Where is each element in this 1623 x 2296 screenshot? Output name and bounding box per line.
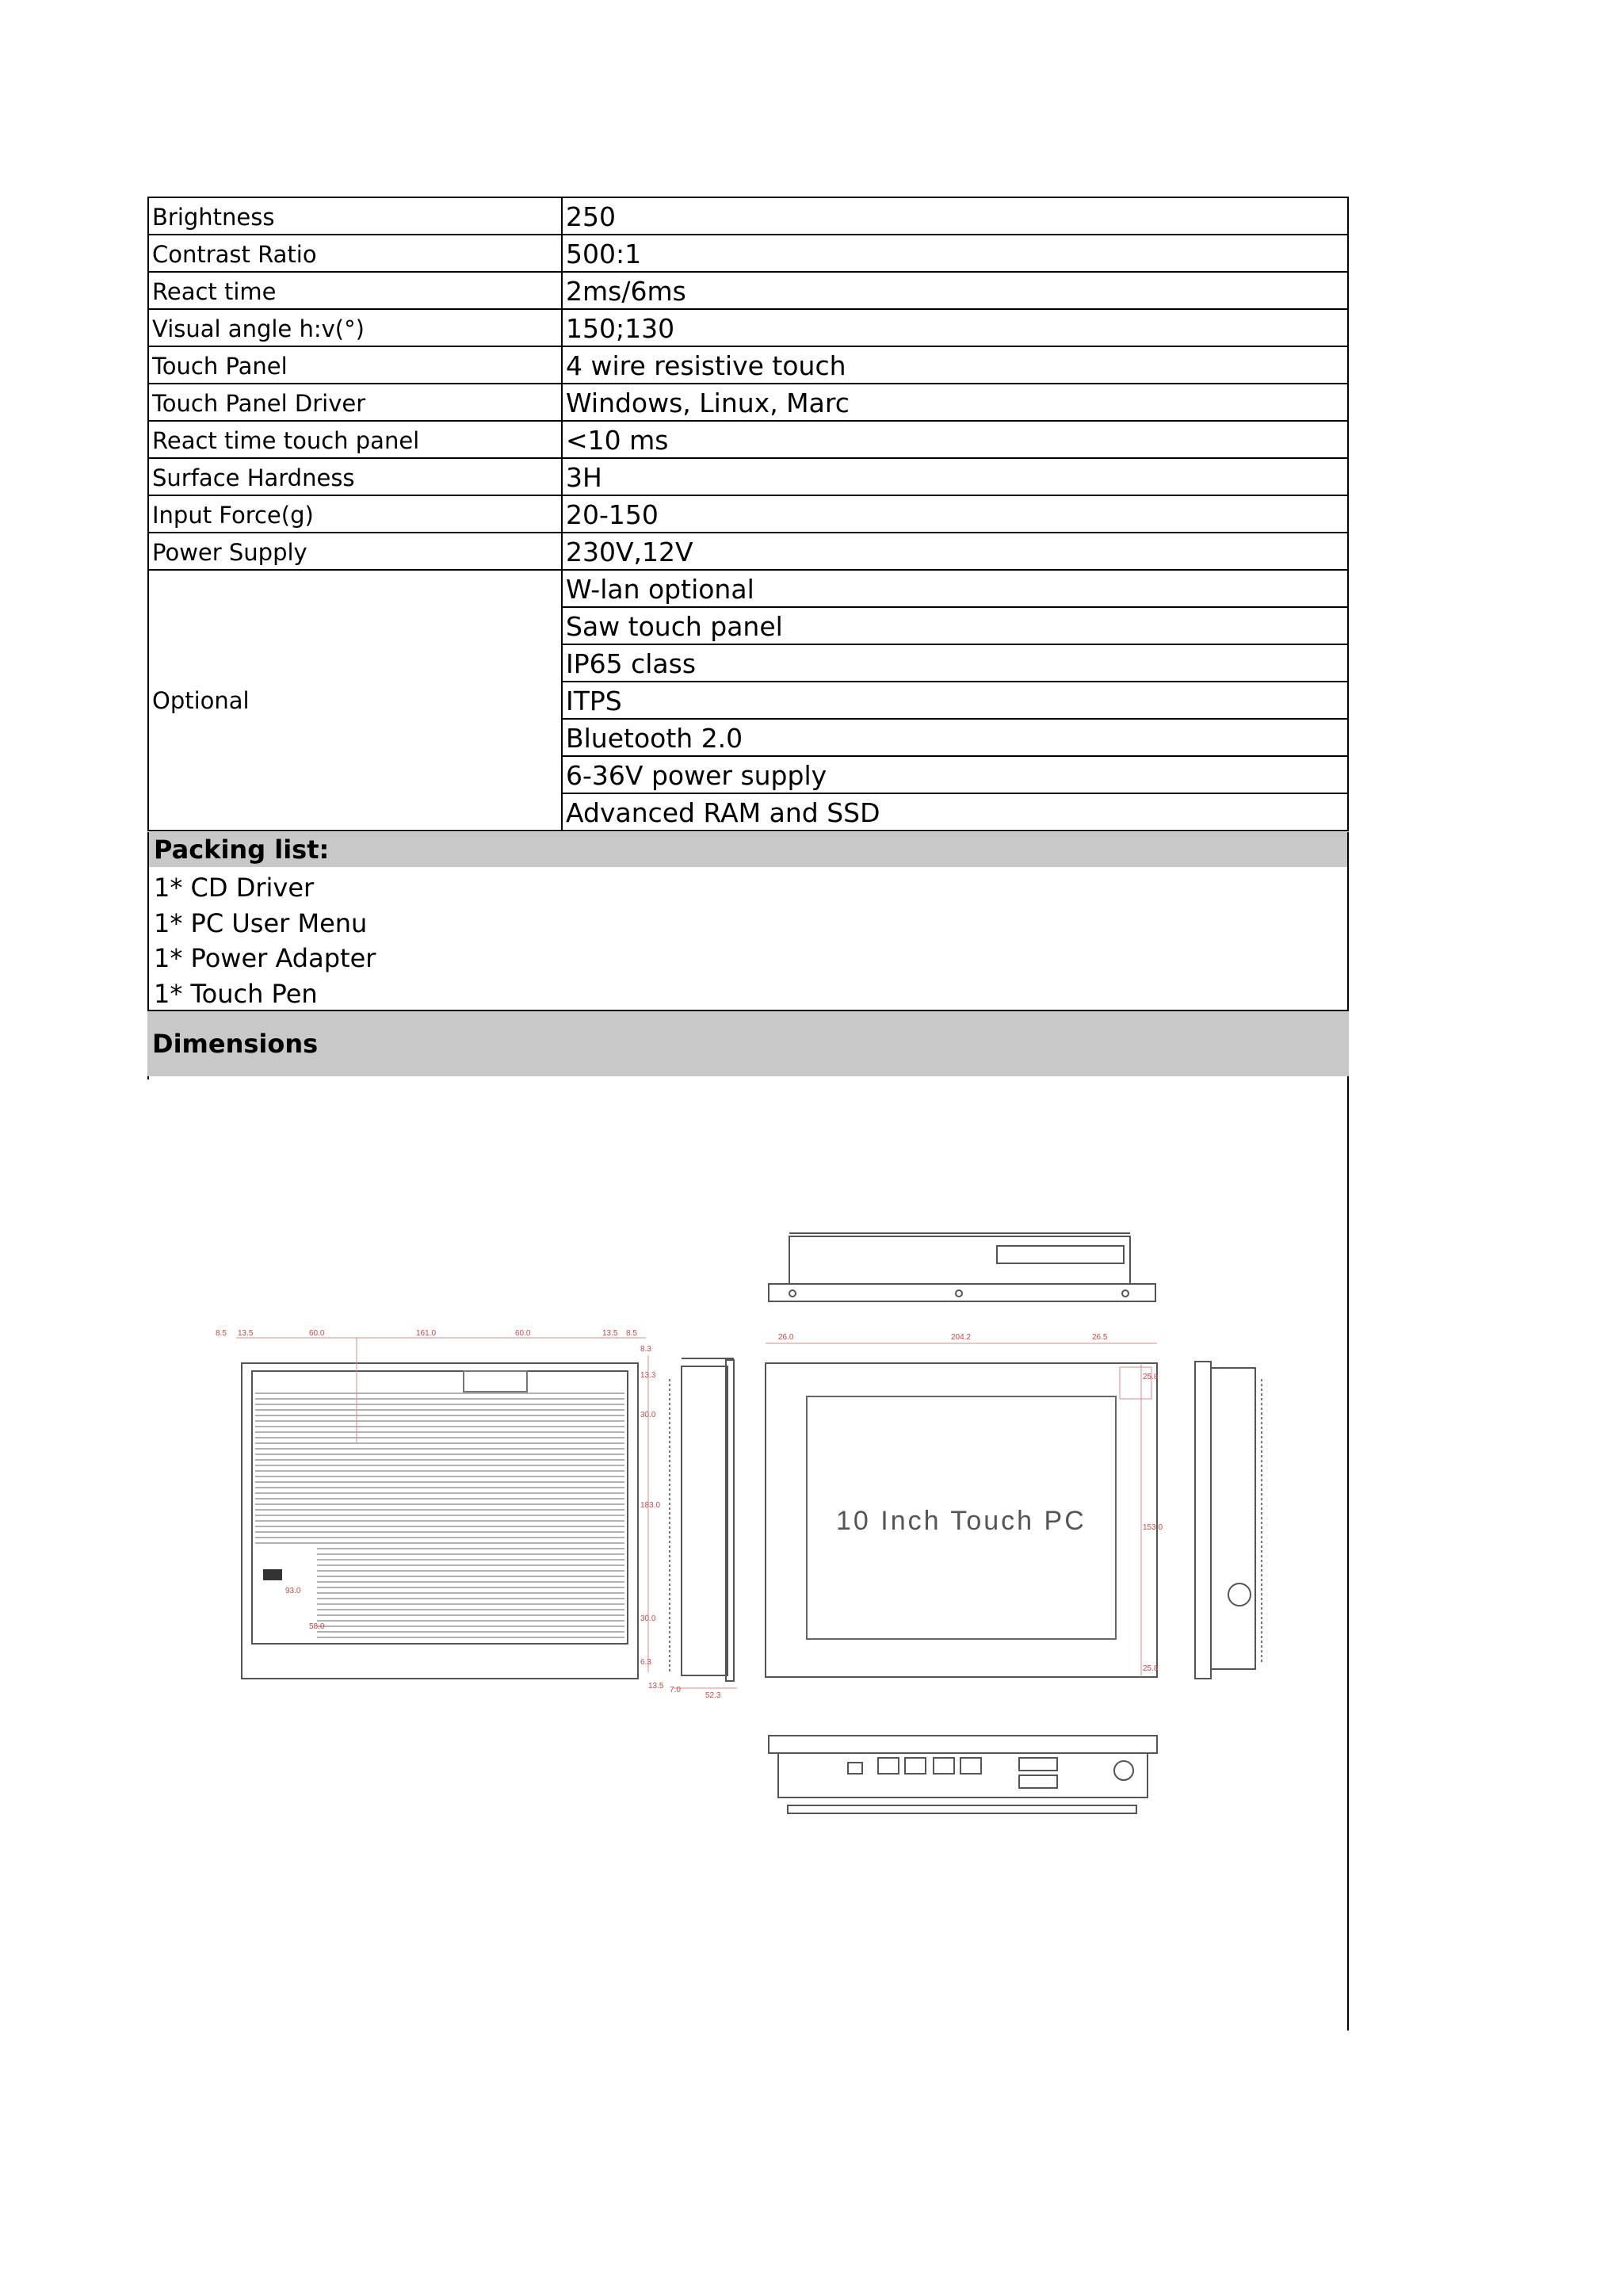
spec-value: 250 (562, 197, 1348, 235)
spec-label: Contrast Ratio (148, 235, 562, 272)
spec-value: <10 ms (562, 421, 1348, 458)
optional-item: Advanced RAM and SSD (562, 793, 1348, 831)
dimension-label: 52.3 (705, 1691, 721, 1700)
side-view-left (670, 1358, 737, 1688)
dimension-label: 25.8 (1143, 1373, 1159, 1381)
dimension-label: 204.2 (951, 1333, 972, 1342)
spec-table (147, 197, 1349, 831)
spec-label: React time (148, 272, 562, 309)
dimension-label: 8.3 (640, 1345, 651, 1354)
dimension-label: 13.5 (648, 1682, 664, 1690)
spec-label: Visual angle h:v(°) (148, 309, 562, 346)
dimension-label: 26.5 (1092, 1333, 1108, 1342)
spec-label: Brightness (148, 197, 562, 235)
packing-list-item: 1* Power Adapter (154, 943, 376, 973)
packing-list-item: 1* PC User Menu (154, 907, 368, 938)
spec-value: Windows, Linux, Marc (562, 384, 1348, 421)
spec-value: 150;130 (562, 309, 1348, 346)
table-right-border (1347, 1076, 1349, 2030)
bottom-view (769, 1736, 1157, 1813)
dimension-label: 183.0 (640, 1501, 661, 1510)
optional-item: IP65 class (562, 644, 1348, 682)
dimension-label: 161.0 (416, 1329, 437, 1338)
dimension-label: 60.0 (515, 1329, 531, 1338)
spec-row (148, 309, 1348, 346)
packing-list-item: 1* CD Driver (154, 873, 315, 903)
dimension-label: 26.0 (778, 1333, 794, 1342)
dimension-label: 153.0 (1143, 1523, 1163, 1532)
drawing-title: 10 Inch Touch PC (836, 1506, 1086, 1536)
dimension-label: 6.3 (640, 1658, 651, 1667)
dimension-drawing (214, 1221, 1308, 1839)
dimension-label: 13.5 (602, 1329, 618, 1338)
spec-label: Input Force(g) (148, 495, 562, 533)
spec-label: React time touch panel (148, 421, 562, 458)
packing-list-item: 1* Touch Pen (154, 978, 318, 1009)
optional-item: Bluetooth 2.0 (562, 719, 1348, 756)
dimension-label: 13.3 (640, 1371, 656, 1380)
spec-row (148, 384, 1348, 421)
optional-item: Saw touch panel (562, 607, 1348, 644)
spec-row (148, 495, 1348, 533)
spec-label: Surface Hardness (148, 458, 562, 495)
packing-list (149, 867, 1347, 1011)
packing-list-header: Packing list: (149, 832, 1347, 867)
spec-row (148, 272, 1348, 309)
spec-value: 3H (562, 458, 1348, 495)
spec-row (148, 197, 1348, 235)
spec-value: 500:1 (562, 235, 1348, 272)
top-view (769, 1233, 1155, 1301)
optional-item: W-lan optional (562, 570, 1348, 607)
front-view (766, 1343, 1157, 1677)
optional-label: Optional (148, 570, 562, 831)
spec-row (148, 458, 1348, 495)
spec-row (148, 421, 1348, 458)
spec-label: Touch Panel Driver (148, 384, 562, 421)
dimension-label: 25.8 (1143, 1664, 1159, 1673)
spec-value: 4 wire resistive touch (562, 346, 1348, 384)
spec-label: Touch Panel (148, 346, 562, 384)
dimension-label: 13.5 (238, 1329, 254, 1338)
table-left-border (147, 1076, 149, 1079)
dimension-label: 60.0 (309, 1329, 325, 1338)
spec-label: Power Supply (148, 533, 562, 570)
dimension-label: 8.5 (216, 1329, 227, 1338)
spec-value: 20-150 (562, 495, 1348, 533)
dimension-label: 30.0 (640, 1411, 656, 1419)
spec-row (148, 235, 1348, 272)
spec-value: 2ms/6ms (562, 272, 1348, 309)
optional-item: 6-36V power supply (562, 756, 1348, 793)
side-view-right (1195, 1362, 1262, 1679)
dimension-label: 58.0 (309, 1622, 325, 1631)
back-view (236, 1338, 648, 1679)
dimension-label: 7.0 (670, 1686, 681, 1694)
dimensions-header: Dimensions (147, 1011, 1349, 1076)
optional-item: ITPS (562, 682, 1348, 719)
spec-value: 230V,12V (562, 533, 1348, 570)
dimension-label: 30.0 (640, 1614, 656, 1623)
optional-row (148, 570, 1348, 607)
spec-row (148, 346, 1348, 384)
dimension-label: 8.5 (626, 1329, 637, 1338)
spec-table-body (148, 197, 1348, 831)
packing-list-section (147, 832, 1349, 1011)
dimension-label: 93.0 (285, 1587, 301, 1595)
spec-row (148, 533, 1348, 570)
